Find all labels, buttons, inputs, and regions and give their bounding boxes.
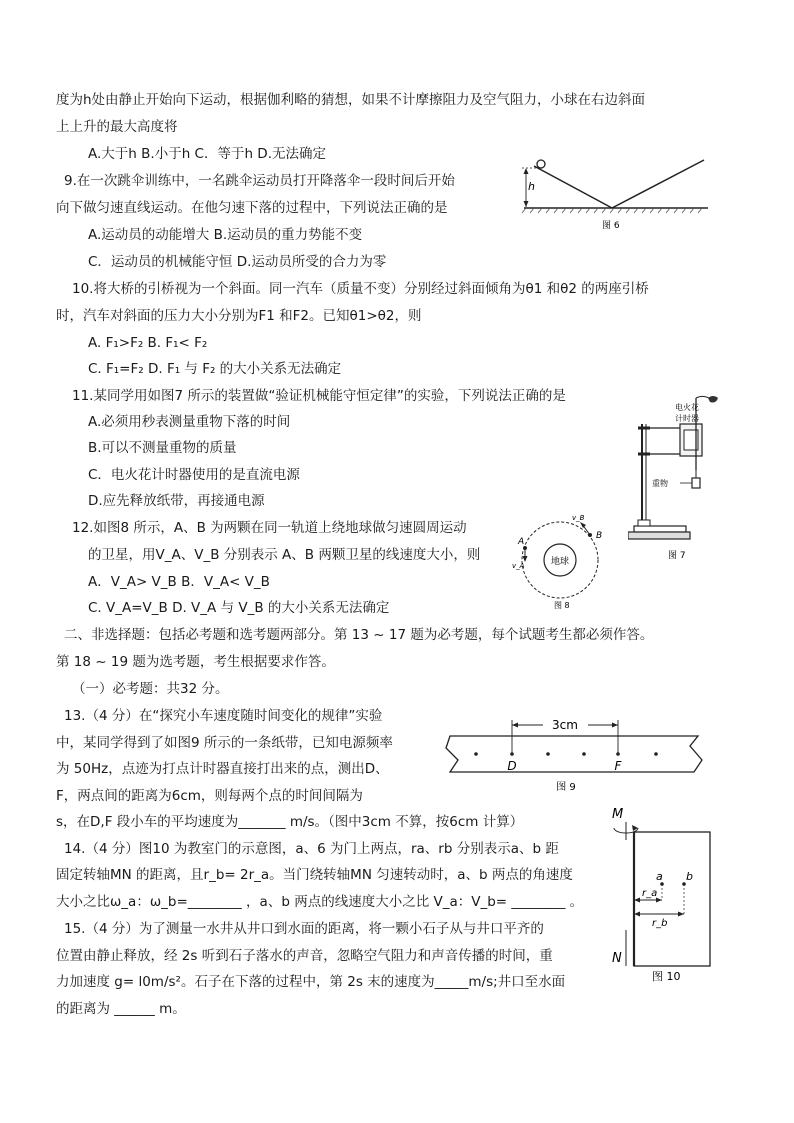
figure-6 (518, 150, 710, 232)
q11-option-c: C．电火花计时器使用的是直流电源 (88, 467, 300, 483)
q10-options-cd: C. F₁=F₂ D. F₁ 与 F₂ 的大小关系无法确定 (88, 361, 342, 377)
fig7-timer-label-2: 计时器 (675, 414, 699, 423)
figure-7 (628, 388, 724, 566)
q14-line-3: 大小之比ω_a：ω_b=________ ，a、b 两点的线速度大小之比 V_a：V_b= ________ 。 (56, 894, 584, 910)
fig9-length-label: 3cm (552, 718, 578, 732)
q11-option-a: A.必须用秒表测量重物下落的时间 (88, 414, 291, 430)
subsection-heading: （一）必考题：共32 分。 (72, 681, 229, 697)
q11-stem: 11.某同学用如图7 所示的装置做“验证机械能守恒定律”的实验，下列说法正确的是 (72, 388, 566, 404)
q13-line-5: s，在D,F 段小车的平均速度为_______ m/s。（图中3cm 不算，按6cm 计算） (56, 814, 524, 830)
q11-option-d: D.应先释放纸带，再接通电源 (88, 493, 265, 509)
q12-options-cd: C. V_A=V_B D. V_A 与 V_B 的大小关系无法确定 (88, 600, 390, 616)
fig8-vA-label: v_A (512, 562, 525, 570)
figure-9 (440, 712, 708, 796)
fig8-caption: 图 8 (554, 601, 570, 610)
q11-option-b: B.可以不测量重物的质量 (88, 440, 237, 456)
q14-line-2: 固定转轴MN 的距离，且r_b= 2r_a。当门绕转轴MN 匀速转动时，a、b 两点的角速度 (56, 867, 573, 883)
figure-8 (510, 508, 614, 612)
fig10-M-label: M (612, 807, 624, 822)
q15-line-3: 力加速度 g= l0m/s²。石子在下落的过程中，第 2s 末的速度为_____m/s;井口至水面 (56, 974, 566, 990)
fig9-caption: 图 9 (556, 782, 576, 793)
fig10-caption: 图 10 (652, 970, 681, 983)
fig10-N-label: N (612, 951, 622, 966)
fig6-h-label: h (528, 180, 535, 193)
q13-line-4: F，两点间的距离为6cm，则每两个点的时间间隔为 (56, 788, 363, 804)
q10-stem-2: 时，汽车对斜面的压力大小分别为F1 和F2。已知θ1>θ2，则 (56, 308, 422, 324)
q9-stem-2: 向下做匀速直线运动。在他匀速下落的过程中，下列说法正确的是 (56, 200, 448, 216)
q9-options-ab: A.运动员的动能增大 B.运动员的重力势能不变 (88, 227, 363, 243)
section-two-heading: 二、非选择题：包括必考题和选考题两部分。第 13 ~ 17 题为必考题，每个试题考生都必须作答。 (64, 627, 654, 643)
q8-options: A.大于h B.小于h C．等于h D.无法确定 (88, 146, 326, 162)
text-line-2: 上上升的最大高度将 (56, 119, 178, 135)
q12-stem-1: 12.如图8 所示，A、B 为两颗在同一轨道上绕地球做匀速圆周运动 (72, 520, 467, 536)
fig10-ra-label: r_a (642, 888, 658, 899)
q13-line-1: 13.（4 分）在“探究小车速度随时间变化的规律”实验 (64, 708, 383, 724)
q10-options-ab: A. F₁>F₂ B. F₁< F₂ (88, 335, 208, 351)
fig8-B-label: B (596, 531, 603, 541)
fig7-caption: 图 7 (668, 551, 686, 561)
fig6-caption: 图 6 (602, 221, 620, 231)
q13-line-2: 中，某同学得到了如图9 所示的一条纸带，已知电源频率 (56, 735, 393, 751)
fig9-F-label: F (614, 759, 622, 773)
fig8-earth-label: 地球 (550, 557, 570, 567)
q12-stem-2: 的卫星，用V_A、V_B 分别表示 A、B 两颗卫星的线速度大小，则 (88, 547, 481, 563)
figure-10 (606, 800, 718, 988)
fig9-D-label: D (507, 759, 517, 773)
q10-stem-1: 10.将大桥的引桥视为一个斜面。同一汽车（质量不变）分别经过斜面倾角为θ1 和θ2 的两座引桥 (72, 281, 649, 297)
fig8-A-label: A (518, 537, 525, 547)
q14-line-1: 14.（4 分）图10 为教室门的示意图，a、6 为门上两点，ra、rb 分别表示a、b 距 (64, 841, 559, 857)
fig8-vB-label: v_B (572, 514, 585, 522)
q13-line-3: 为 50Hz，点迹为打点计时器直接打出来的点，测出D、 (56, 761, 389, 777)
q15-line-4: 的距离为 ______ m。 (56, 1001, 186, 1017)
q9-stem-1: 9.在一次跳伞训练中，一名跳伞运动员打开降落伞一段时间后开始 (64, 173, 455, 189)
fig7-timer-label-1: 电火花 (675, 403, 699, 412)
q9-options-cd: C．运动员的机械能守恒 D.运动员所受的合力为零 (88, 254, 387, 270)
q15-line-2: 位置由静止释放，经 2s 听到石子落水的声音，忽略空气阻力和声音传播的时间，重 (56, 948, 553, 964)
section-two-note: 第 18 ~ 19 题为选考题，考生根据要求作答。 (56, 654, 335, 670)
q15-line-1: 15.（4 分）为了测量一水井从井口到水面的距离，将一颗小石子从与井口平齐的 (64, 921, 544, 937)
q12-options-ab: A．V_A> V_B B．V_A< V_B (88, 574, 270, 590)
fig7-weight-label: 重物 (652, 479, 668, 488)
text-line-1: 度为h处由静止开始向下运动，根据伽利略的猜想，如果不计摩擦阻力及空气阻力，小球在右边斜面 (56, 92, 646, 108)
fig10-rb-label: r_b (652, 918, 668, 929)
fig10-a-label: a (656, 870, 663, 883)
fig10-b-label: b (686, 870, 693, 883)
